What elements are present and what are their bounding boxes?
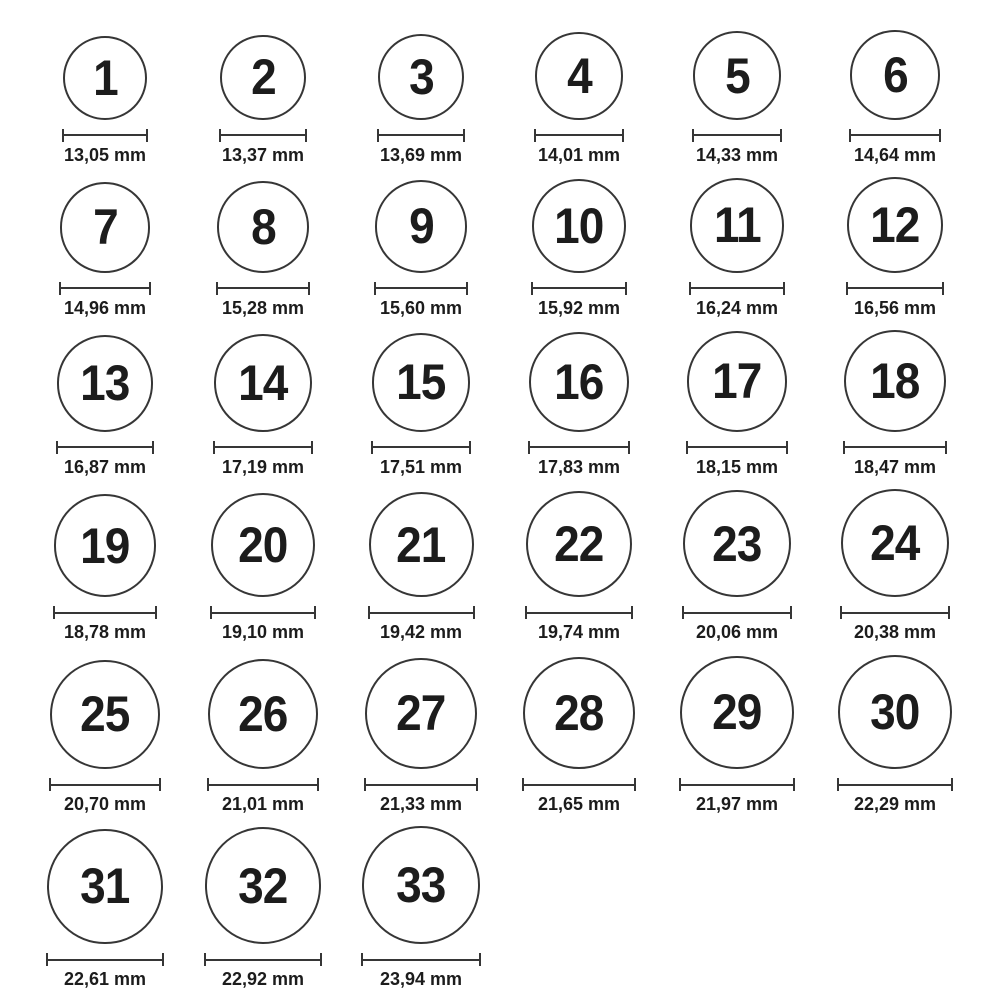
ring-size-item [528, 332, 630, 478]
ring-size-number: 26 [238, 685, 288, 742]
diameter-measure-line [46, 953, 164, 966]
diameter-measure-line [207, 778, 319, 791]
ring-size-item [837, 655, 954, 816]
ring-circle [687, 331, 788, 432]
ring-size-item [534, 32, 623, 165]
diameter-measure-line [49, 778, 160, 791]
ring-size-number: 23 [712, 515, 762, 572]
ring-size-item [219, 35, 306, 166]
diameter-measure-line [528, 441, 630, 454]
diameter-measure-line [368, 606, 475, 619]
ring-size-item [689, 178, 786, 319]
ring-size-item [374, 180, 468, 318]
diameter-label: 17,51 mm [379, 456, 463, 477]
diameter-label: 16,87 mm [63, 456, 147, 477]
ring-size-number: 9 [408, 198, 434, 255]
diameter-label: 19,42 mm [379, 622, 463, 643]
diameter-label: 19,10 mm [221, 622, 305, 643]
ring-size-item [216, 181, 309, 318]
diameter-measure-line [371, 441, 472, 454]
diameter-measure-line [216, 282, 309, 295]
ring-size-number: 5 [724, 47, 750, 104]
ring-size-number: 13 [80, 355, 130, 412]
ring-size-item [53, 494, 158, 643]
ring-size-number: 27 [396, 685, 446, 742]
ring-circle [844, 330, 946, 432]
ring-size-item [679, 656, 794, 815]
diameter-measure-line [210, 606, 316, 619]
ring-size-item [377, 34, 465, 166]
diameter-measure-line [525, 606, 633, 619]
ring-size-number: 24 [870, 515, 920, 572]
ring-size-item [692, 31, 782, 165]
ring-circle [214, 334, 312, 432]
diameter-label: 21,01 mm [221, 794, 305, 815]
diameter-measure-line [219, 129, 306, 142]
ring-size-item [682, 490, 791, 643]
ring-size-item [59, 182, 151, 318]
ring-size-number: 16 [554, 353, 604, 410]
ring-size-number: 20 [238, 517, 288, 574]
diameter-measure-line [59, 282, 151, 295]
diameter-measure-line [56, 441, 155, 454]
ring-circle [841, 489, 949, 597]
ring-circle [532, 179, 626, 273]
diameter-label: 20,70 mm [63, 794, 147, 815]
ring-size-number: 6 [882, 46, 908, 103]
ring-circle [526, 491, 632, 597]
ring-circle [850, 30, 939, 119]
ring-circle [208, 659, 318, 769]
ring-circle [211, 493, 315, 597]
ring-size-item [204, 827, 323, 990]
diameter-label: 14,64 mm [853, 144, 937, 165]
ring-circle [54, 494, 157, 597]
ring-size-number: 3 [408, 48, 434, 105]
diameter-measure-line [213, 441, 313, 454]
ring-size-item [522, 657, 636, 815]
diameter-measure-line [374, 282, 468, 295]
ring-size-number: 31 [80, 858, 130, 915]
ring-size-number: 28 [554, 684, 604, 741]
ring-size-item [46, 829, 164, 991]
diameter-label: 22,61 mm [63, 969, 147, 989]
diameter-label: 16,24 mm [695, 297, 779, 318]
diameter-label: 14,33 mm [695, 144, 779, 165]
ring-size-number: 21 [396, 516, 446, 573]
diameter-label: 22,29 mm [853, 794, 937, 815]
ring-size-number: 2 [250, 49, 276, 106]
diameter-measure-line [840, 606, 950, 619]
ring-circle [50, 660, 159, 769]
ring-size-item [56, 335, 155, 478]
ring-size-item [207, 659, 319, 815]
diameter-label: 14,96 mm [63, 297, 147, 318]
ring-circle [57, 335, 154, 432]
ring-circle [63, 36, 147, 120]
diameter-measure-line [689, 282, 786, 295]
ring-circle [535, 32, 622, 119]
ring-size-item [525, 491, 633, 643]
diameter-label: 18,15 mm [695, 456, 779, 477]
diameter-label: 16,56 mm [853, 297, 937, 318]
ring-circle [220, 35, 305, 120]
diameter-measure-line [364, 778, 477, 791]
ring-size-number: 22 [554, 516, 604, 573]
diameter-label: 21,33 mm [379, 794, 463, 815]
ring-circle [60, 182, 150, 272]
diameter-label: 15,28 mm [221, 297, 305, 318]
diameter-measure-line [534, 129, 623, 142]
diameter-label: 22,92 mm [221, 969, 305, 989]
diameter-measure-line [679, 778, 794, 791]
diameter-measure-line [849, 129, 940, 142]
ring-size-number: 19 [80, 517, 130, 574]
diameter-measure-line [837, 778, 954, 791]
diameter-label: 13,37 mm [221, 144, 305, 165]
ring-size-item [686, 331, 789, 478]
ring-size-item [213, 334, 313, 478]
diameter-measure-line [531, 282, 627, 295]
diameter-label: 15,92 mm [537, 297, 621, 318]
ring-circle [683, 490, 790, 597]
ring-size-item [849, 30, 940, 165]
ring-size-number: 17 [712, 353, 762, 410]
ring-size-number: 12 [870, 196, 920, 253]
ring-size-number: 32 [238, 857, 288, 914]
ring-size-item [840, 489, 950, 643]
diameter-label: 17,19 mm [221, 456, 305, 477]
ring-size-number: 11 [713, 197, 761, 254]
diameter-measure-line [692, 129, 782, 142]
ring-size-item [371, 333, 472, 478]
ring-circle [690, 178, 785, 273]
diameter-label: 13,05 mm [63, 144, 147, 165]
ring-circle [369, 492, 474, 597]
diameter-label: 17,83 mm [537, 456, 621, 477]
ring-size-number: 8 [250, 198, 276, 255]
diameter-label: 19,74 mm [537, 622, 621, 643]
diameter-measure-line [846, 282, 944, 295]
diameter-label: 15,60 mm [379, 297, 463, 318]
ring-circle [217, 181, 308, 272]
diameter-measure-line [377, 129, 465, 142]
ring-size-number: 14 [238, 354, 288, 411]
ring-circle [47, 829, 163, 945]
ring-size-number: 4 [566, 48, 592, 105]
diameter-label: 23,94 mm [379, 969, 463, 989]
ring-size-item [62, 36, 148, 166]
ring-circle [362, 826, 480, 944]
diameter-label: 18,47 mm [853, 456, 937, 477]
ring-circle [838, 655, 953, 770]
ring-circle [378, 34, 464, 120]
diameter-label: 20,06 mm [695, 622, 779, 643]
diameter-measure-line [62, 129, 148, 142]
diameter-label: 21,65 mm [537, 794, 621, 815]
ring-size-number: 15 [396, 354, 446, 411]
ring-size-number: 1 [92, 49, 118, 106]
ring-circle [693, 31, 781, 119]
ring-size-number: 10 [554, 197, 604, 254]
diameter-measure-line [843, 441, 947, 454]
ring-circle [365, 658, 476, 769]
ring-size-item [531, 179, 627, 319]
ring-size-number: 30 [870, 683, 920, 740]
ring-circle [529, 332, 629, 432]
ring-size-item [364, 658, 477, 815]
ring-circle [372, 333, 471, 432]
diameter-label: 18,78 mm [63, 622, 147, 643]
ring-circle [680, 656, 793, 769]
ring-circle [205, 827, 322, 944]
diameter-label: 20,38 mm [853, 622, 937, 643]
ring-size-number: 7 [92, 199, 118, 256]
ring-size-number: 33 [396, 857, 446, 914]
ring-size-number: 25 [80, 686, 130, 743]
ring-circle [523, 657, 635, 769]
ring-size-number: 18 [870, 352, 920, 409]
ring-size-item [843, 330, 947, 478]
ring-size-number: 29 [712, 684, 762, 741]
ring-circle [375, 180, 467, 272]
ring-size-item [846, 177, 944, 319]
diameter-measure-line [53, 606, 158, 619]
diameter-measure-line [361, 953, 481, 966]
diameter-measure-line [204, 953, 323, 966]
diameter-label: 21,97 mm [695, 794, 779, 815]
ring-size-item [361, 826, 481, 990]
ring-size-item [210, 493, 316, 643]
ring-size-item [49, 660, 160, 815]
diameter-measure-line [522, 778, 636, 791]
diameter-measure-line [682, 606, 791, 619]
ring-size-item [368, 492, 475, 643]
diameter-measure-line [686, 441, 789, 454]
diameter-label: 13,69 mm [379, 144, 463, 165]
ring-circle [847, 177, 943, 273]
diameter-label: 14,01 mm [537, 144, 621, 165]
